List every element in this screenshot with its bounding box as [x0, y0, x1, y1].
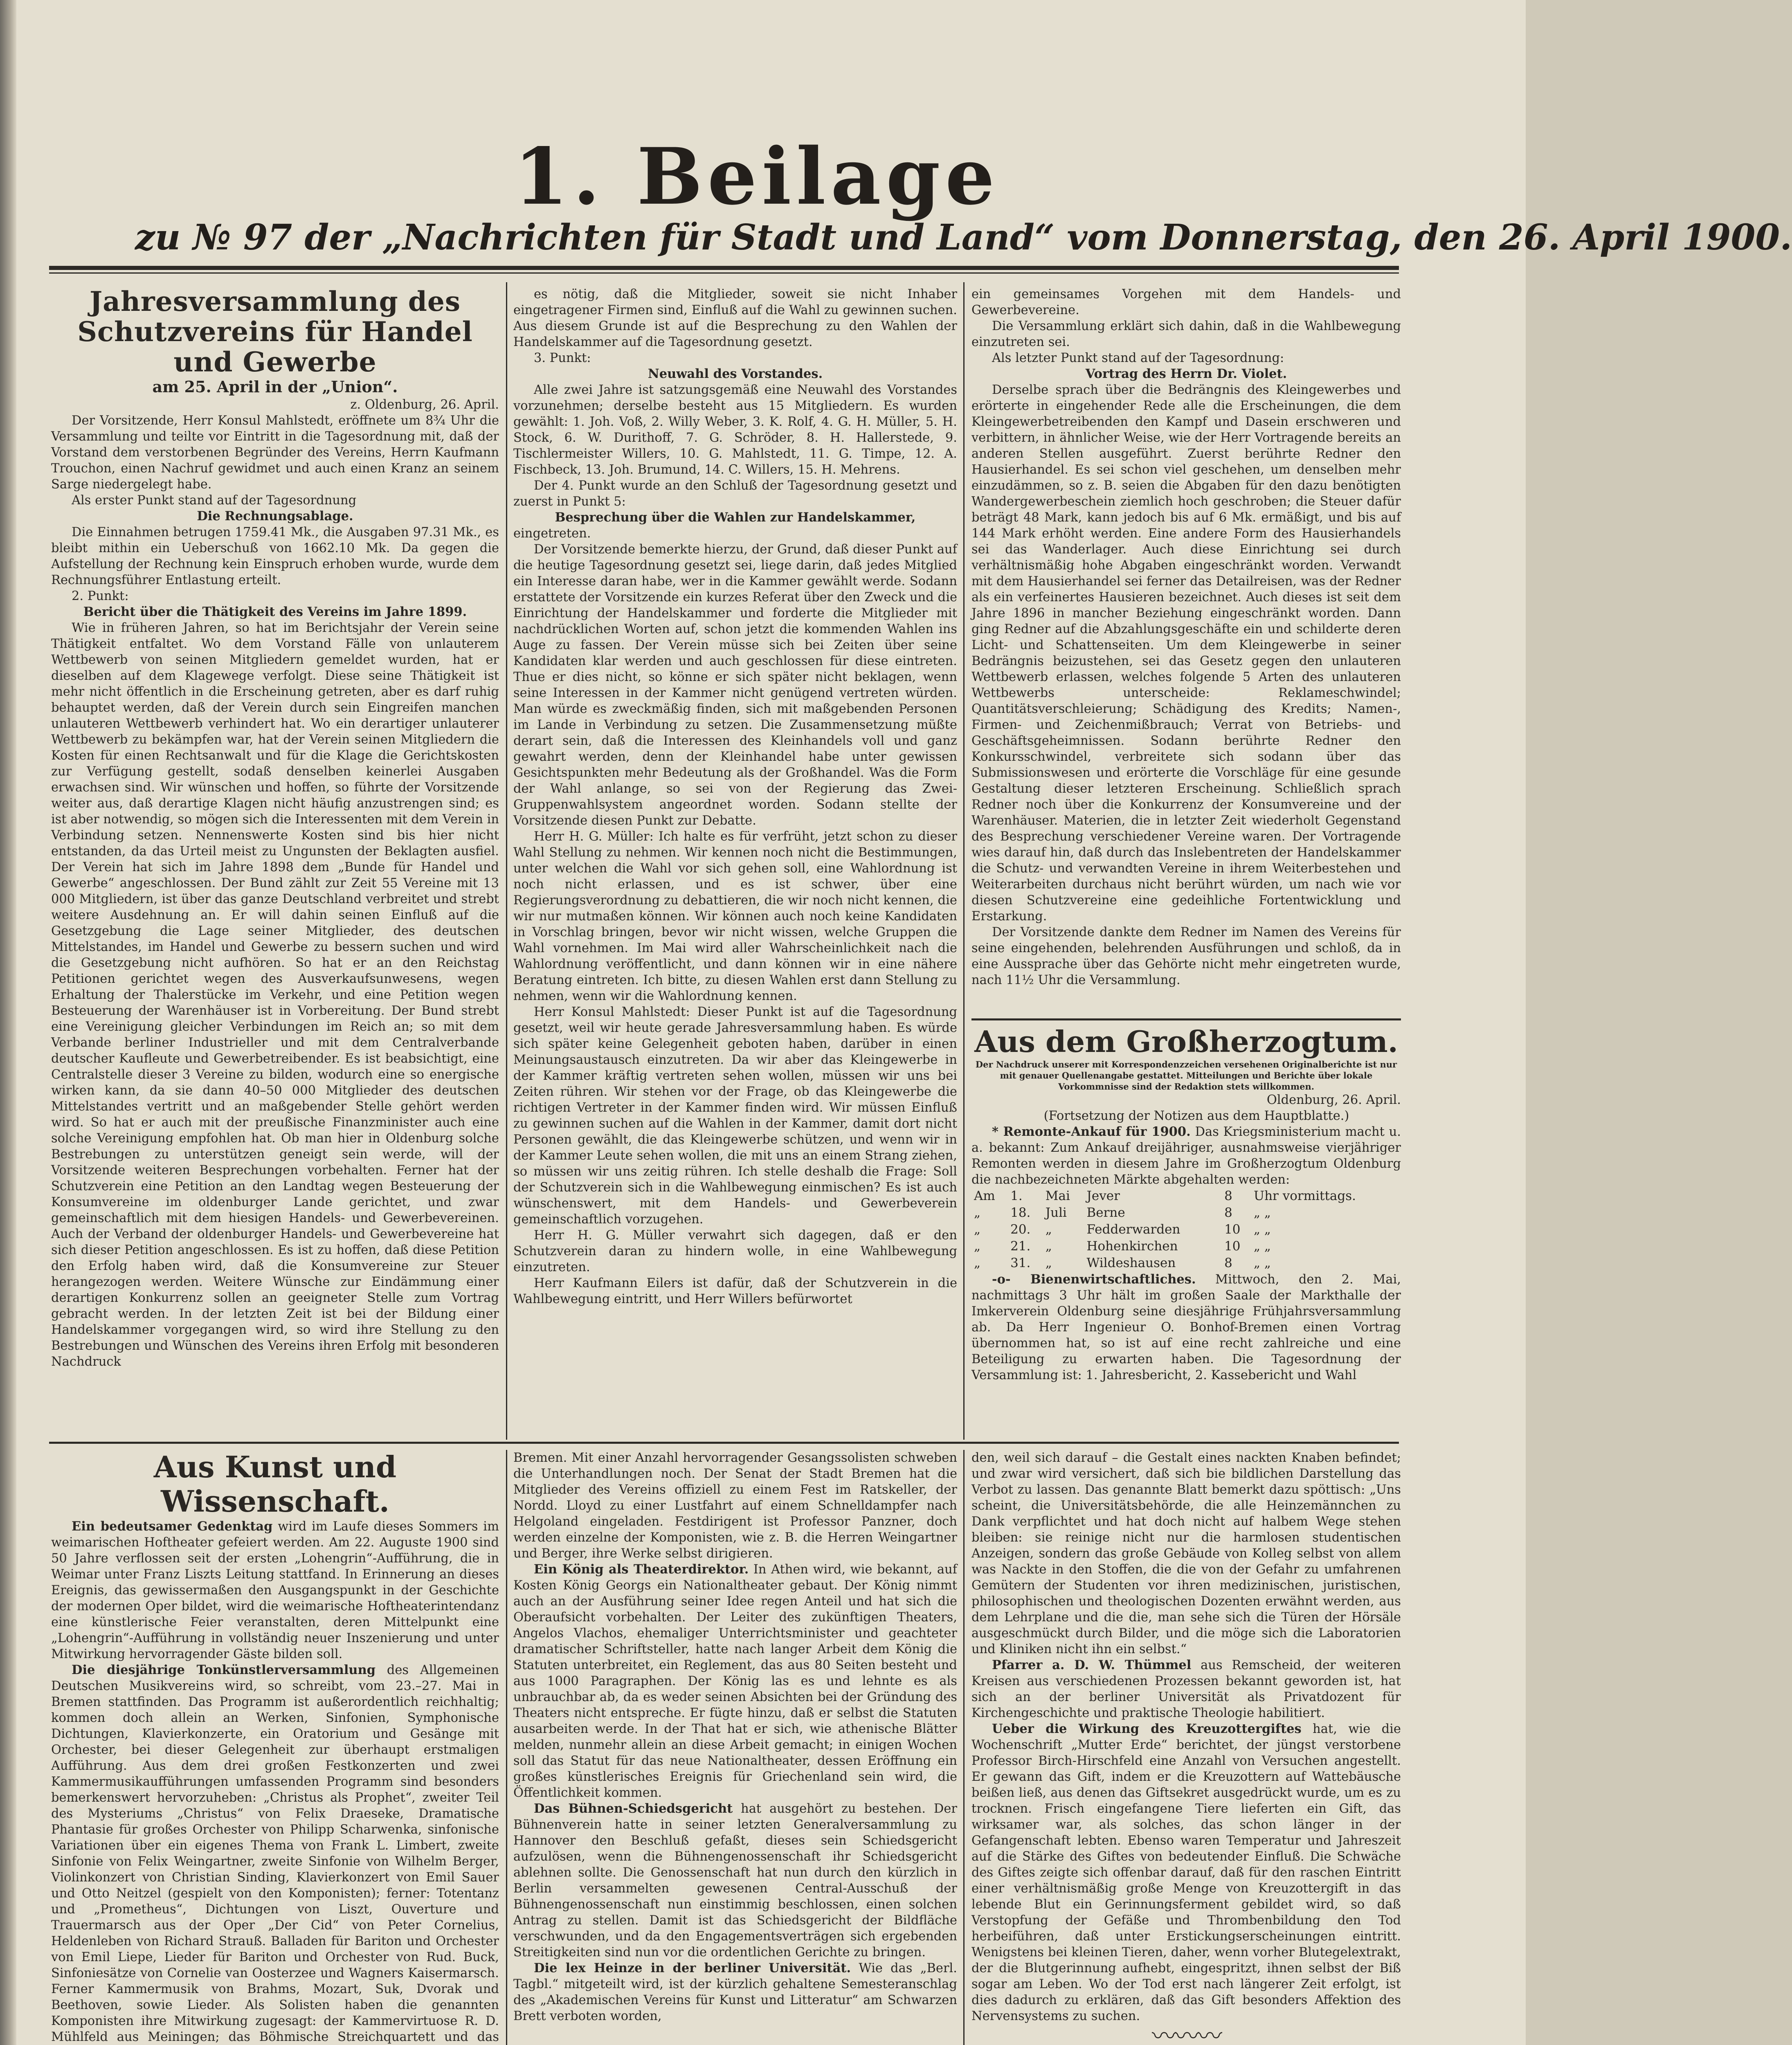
- item-text: hat, wie die Wochenschrift „Mutter Erde“ berichtet, der jüngst verstorbene Professor Birch-Hirschfeld eine Anzahl von Versuchen angestellt. Er gewann das Gift, indem er die Kreuzottern auf Wattebäusche beißen ließ, aus denen das Giftsekret ausgedrückt wurde, um es zu trocknen. Frisch eingefangene Tiere lieferten ein Gift, das wirksamer war, als solches, das schon länger in der Gefangenschaft lebten. Ebenso waren Temperatur und Jahreszeit auf die Stärke des Giftes von bedeutender Einfluß. Die Schwäche des Giftes zeigte sich offenbar darauf, daß für den raschen Eintritt einer verhältnismäßig große Menge von Kreuzottergift in das lebende Blut ein Gerinnungsferment gebildet wird, so daß Verstopfung der Gefäße und Thrombenbildung den Tod herbeiführen, daß unter Erstickungserscheinungen eintritt. Wenigstens bei kleinen Tieren, daher, wenn vorher Blutegelextrakt, der die Blutgerinnung aufhebt, eingespritzt, ihnen selbst der Biß sogar am Leben. Wo der Tod erst nach längerer Zeit erfolgt, ist dies dadurch zu erklären, daß das Gift besonders Affektion des Nervensystems zu suchen.: [971, 1722, 1401, 2023]
- market-place: Jever: [1086, 1189, 1120, 1203]
- market-place: Fedderwarden: [1086, 1222, 1180, 1237]
- paragraph: es nötig, daß die Mitglieder, soweit sie nicht Inhaber eingetragener Firmen sind, Einfluß auf die Wahl zu gewinnen suchen. Aus diesem Grunde ist auf die Besprechung zu den Wahlen der Handelskammer auf die Tagesordnung gesetzt.: [513, 287, 957, 349]
- market-month: Mai: [1045, 1189, 1070, 1203]
- article-subheadline: am 25. April in der „Union“.: [152, 378, 398, 396]
- article-headline: Jahresversammlung des Schutzvereins für Handel und Gewerbe: [77, 285, 473, 378]
- item-text: wird im Laufe dieses Sommers im weimarischen Hoftheater gefeiert werden. Am 22. Auguste 1900 sind 50 Jahre verflossen seit der ersten „Lohengrin“-Aufführung, die in Weimar unter Franz Liszts Leitung stattfand. In Erinnerung an dieses Ereignis, das gewissermaßen den Ausgangspunkt in der Geschichte der modernen Oper bildet, wird die weimarische Hoftheaterintendanz eine künstlerische Feier veranstalten, deren Mittelpunkt eine „Lohengrin“-Aufführung in vollständig neuer Inszenierung und unter Mitwirkung hervorragender Gäste bilden soll.: [51, 1519, 499, 1661]
- section-divider: [971, 1018, 1401, 1020]
- section-headline: Aus Kunst und Wissenschaft.: [153, 1449, 397, 1519]
- market-hour: 8: [1224, 1189, 1232, 1203]
- market-hour: 10: [1224, 1222, 1241, 1237]
- market-row: [971, 1205, 1401, 1221]
- section-heading: Neuwahl des Vorstandes.: [648, 366, 823, 381]
- market-prefix: „: [974, 1205, 981, 1220]
- supplement-subtitle: zu № 97 der „Nachrichten für Stadt und Land“ vom Donnerstag, den 26. April 1900.: [135, 217, 1792, 258]
- paragraph: Die Einnahmen betrugen 1759.41 Mk., die Ausgaben 97.31 Mk., es bleibt mithin ein Ueberschuß von 1662.10 Mk. Da gegen die Aufstellung der Rechnung kein Einspruch erhoben wurde, wurde dem Rechnungsführer Entlastung erteilt.: [51, 525, 499, 587]
- market-month: „: [1045, 1256, 1052, 1270]
- supplement-title: 1. Beilage: [514, 131, 1000, 222]
- continuation-note: (Fortsetzung der Notizen aus dem Hauptblatte.): [1043, 1109, 1349, 1123]
- paragraph: Der Vorsitzende dankte dem Redner im Namen des Vereins für seine eingehenden, belehrenden Ausführungen und schloß, da in eine Aussprache über das Gehörte nicht mehr eingetreten wurde, nach 11½ Uhr die Versammlung.: [971, 925, 1401, 987]
- page-binding-edge: [0, 0, 16, 2045]
- paragraph: Herr Konsul Mahlstedt: Dieser Punkt ist auf die Tagesordnung gesetzt, weil wir heute gerade Jahresversammlung haben. Es würde sich später keine Gelegenheit geboten haben, darüber in einen Meinungsaustausch einzutreten. Da wir aber das Kleingewerbe in der Kammer kräftig vertreten sehen wollen, müssen wir uns bei Zeiten rühren. Wir stehen vor der Frage, ob das Kleingewerbe die richtigen Vertreter in der Kammer finden wird. Wir müssen Einfluß zu gewinnen suchen auf die Wahlen in der Kammer, damit dort nicht Personen gewählt, die das Kleingewerbe schützen, und wenn wir in der Kammer Leute sehen wollen, die mit uns an einem Strang ziehen, so müssen wir uns zeitig rühren. Ich stelle deshalb die Frage: Soll der Schutzverein sich in die Wahlbewegung einmischen? Es ist auch wünschenswert, mit dem Handels- und Gewerbeverein gemeinschaftlich vorzugehen.: [513, 1005, 957, 1227]
- column-2-upper: [513, 286, 957, 1438]
- market-unit: Uhr vormittags.: [1253, 1189, 1356, 1203]
- market-month: Juli: [1045, 1205, 1067, 1220]
- market-hour: 10: [1224, 1239, 1241, 1254]
- paragraph: Als erster Punkt stand auf der Tagesordnung: [72, 493, 357, 508]
- market-hour: 8: [1224, 1256, 1232, 1270]
- section-divider: [49, 1442, 1399, 1444]
- market-row: [971, 1188, 1401, 1205]
- paragraph: [513, 1960, 957, 2024]
- market-row: [971, 1238, 1401, 1255]
- market-place: Hohenkirchen: [1086, 1239, 1178, 1254]
- kunst-column-2: [513, 1450, 957, 2045]
- paragraph: den, weil sich darauf – die Gestalt eines nackten Knaben befindet; und zwar wird versichert, daß sich bie bildlichen Darstellung das Verbot zu lassen. Das genannte Blatt bemerkt dazu spöttisch: „Uns scheint, die Universitätsbehörde, die alle Heinzemännchen zu Dank verpflichtet und hat doch nicht auf halbem Wege stehen bleiben: sie reinige nicht nur die harmlosen studentischen Anzeigen, sondern das große Gebäude von Kolleg selbst von allem was Nackte in den Stoffen, die die von der Gefahr zu umfahrenen Gemütern der Studenten vor ihren medizinischen, juristischen, philosophischen und theologischen Dozenten erwähnt werden, aus dem Lehrplane und die die, man sehe sich die Türen der Hörsäle ausgeschmückt durch Bilder, und die möge sich die Laboratorien und Kliniken nicht ihn ein selbst.“: [971, 1451, 1401, 1656]
- paragraph: Herr H. G. Müller verwahrt sich dagegen, daß er den Schutzverein daran zu hindern wolle, in eine Wahlbewegung einzutreten.: [513, 1228, 957, 1274]
- reprint-notice: Der Nachdruck unserer mit Korrespondenzzeichen versehenen Originalberichte ist nur mit genauer Quellenangabe gestattet. Mitteilungen und Berichte über lokale Vorkommnisse sind der Redaktion stets willkommen.: [975, 1059, 1397, 1092]
- market-row: [971, 1255, 1401, 1272]
- paragraph: [971, 1272, 1401, 1383]
- paragraph: Bremen. Mit einer Anzahl hervorragender Gesangssolisten schweben die Unterhandlungen noch. Der Senat der Stadt Bremen hat die Mitglieder des Vereins offiziell zu einem Fest im Ratskeller, der Nordd. Lloyd zu einer Lustfahrt auf einem Schnelldampfer nach Helgoland eingeladen. Festdirigent ist Professor Panzner, doch werden einzelne der Komponisten, wie z. B. die Herren Weingartner und Berger, ihre Werke selbst dirigieren.: [513, 1451, 957, 1561]
- column-divider: [506, 1450, 507, 2045]
- market-unit: „ „: [1253, 1256, 1271, 1270]
- paragraph: [971, 1124, 1401, 1188]
- column-1-upper: [51, 286, 499, 1438]
- market-unit: „ „: [1253, 1222, 1271, 1237]
- market-day: 1.: [1010, 1189, 1023, 1203]
- paragraph: Herr H. G. Müller: Ich halte es für verfrüht, jetzt schon zu dieser Wahl Stellung zu nehmen. Wir kennen noch nicht die Bestimmungen, unter welchen die Wahl vor sich gehen soll, eine Wahlordnung ist noch nicht erlassen, und es ist schwer, über eine Regierungsverordnung zu debattieren, die wir noch nicht kennen, die wir nur mutmaßen können. Wir können auch noch keine Kandidaten in Vorschlag bringen, bevor wir nicht wissen, welche Gruppen die Wahl vornehmen. Im Mai wird aller Wahrscheinlichkeit nach die Wahlordnung veröffentlicht, und dann können wir in eine nähere Beratung eintreten. Ich bitte, zu diesen Wahlen erst dann Stellung zu nehmen, wenn wir die Wahlordnung kennen.: [513, 829, 957, 1003]
- item-title: Ein König als Theaterdirektor.: [534, 1562, 749, 1577]
- column-3-upper: [971, 286, 1401, 1014]
- kunst-column-1: [51, 1450, 499, 2045]
- grossherzogtum-section: [971, 1025, 1401, 1438]
- paragraph: Der 4. Punkt wurde an den Schluß der Tagesordnung gesetzt und zuerst in Punkt 5:: [513, 479, 957, 509]
- paragraph: [971, 1721, 1401, 2024]
- paragraph: Die Versammlung erklärt sich dahin, daß in die Wahlbewegung einzutreten sei.: [971, 319, 1401, 349]
- market-place: Wildeshausen: [1086, 1256, 1176, 1270]
- market-unit: „ „: [1253, 1239, 1271, 1254]
- paragraph: [51, 1519, 499, 1662]
- item-text: Das Kriegsministerium macht u. a. bekannt: Zum Ankauf dreijähriger, ausnahmsweise vierjähriger Remonten werden in diesem Jahre im Großherzogtum Oldenburg die nachbezeichneten Märkte abgehalten werden:: [971, 1125, 1401, 1187]
- market-prefix: „: [974, 1239, 981, 1254]
- column-divider: [506, 282, 507, 1440]
- paragraph: [513, 1562, 957, 1801]
- market-day: 20.: [1010, 1222, 1031, 1237]
- item-title: Pfarrer a. D. W. Thümmel: [992, 1658, 1192, 1672]
- item-text: In Athen wird, wie bekannt, auf Kosten König Georgs ein Nationaltheater gebaut. Der König nimmt auch an der Ausführung seiner Idee regen Anteil und hat sich die Oberaufsicht vorbehalten. Der Leiter des zukünftigen Theaters, Angelos Vlachos, ehemaliger Unterrichtsminister und geachteter dramatischer Schriftsteller, hatte nach langer Arbeit dem König die Statuten unterbreitet, ein Reglement, das aus 80 Seiten besteht und aus 1000 Paragraphen. Der König las es und lehnte es als unbrauchbar ab, da es weder seinen Absichten bei der Gründung des Theaters nicht entspreche. Er fügte hinzu, daß er selbst die Statuten ausarbeiten werde. In der That hat er sich, wie athenische Blätter melden, nunmehr allein an diese Arbeit gemacht; in einigen Wochen soll das Statut für das neue Nationaltheater, dessen Eröffnung ein großes künstlerisches Ereignis für Griechenland sein wird, die Öffentlichkeit kommen.: [513, 1562, 957, 1800]
- market-day: 18.: [1010, 1205, 1031, 1220]
- paragraph: Der Vorsitzende bemerkte hierzu, der Grund, daß dieser Punkt auf die heutige Tagesordnung gesetzt sei, liege darin, daß jedes Mitglied ein Interesse daran habe, wer in die Kammer gewählt werde. Sodann erstattete der Vorsitzende ein kurzes Referat über den Zweck und die Einrichtung der Handelskammer und forderte die Mitglieder mit nachdrücklichen Worten auf, schon jetzt die kommenden Wahlen ins Auge zu fassen. Der Verein müsse sich bei Zeiten über seine Kandidaten klar werden und auch geschlossen für diese eintreten. Thue er dies nicht, so könne er sich später nicht beklagen, wenn seine Interessen in der Kammer nicht genügend vertreten würden. Man würde es zweckmäßig finden, sich mit maßgebenden Personen im Lande in Verbindung zu setzen. Die Zusammensetzung müßte derart sein, daß die Interessen des Kleinhandels voll und ganz gewahrt werden, denn der Kleinhandel habe unter gewissen Gesichtspunkten mehr Bedeutung als der Großhandel. Was die Form der Wahl anlange, so sei von der Regierung das Zwei-Gruppenwahlsystem angeordnet worden. Sodann stellte der Vorsitzende diesen Punkt zur Debatte.: [513, 542, 957, 828]
- item-text: hat ausgehört zu bestehen. Der Bühnenverein hatte in seiner letzten Generalversammlung zu Hannover den Beschluß gefaßt, dieses sein Schiedsgericht aufzulösen, wenn die Bühnengenossenschaft ihr Schiedsgericht ablehnen sollte. Die Genossenschaft hat nun durch den kürzlich in Berlin versammelten gewesenen Central-Ausschuß der Bühnengenossenschaft nun einstimmig beschlossen, einen solchen Antrag zu stellen. Damit ist das Schiedsgericht der Bildfläche verschwunden, und da den Engagementsverträgen sich ergebenden Streitigkeiten sind nun vor die ordentlichen Gerichte zu bringen.: [513, 1802, 957, 1960]
- market-prefix: „: [974, 1222, 981, 1237]
- market-hour: 8: [1224, 1205, 1232, 1220]
- dateline: Oldenburg, 26. April.: [1266, 1093, 1401, 1107]
- paragraph: Herr Kaufmann Eilers ist dafür, daß der Schutzverein in die Wahlbewegung eintritt, und Herr Willers befürwortet: [513, 1276, 957, 1306]
- item-title: * Remonte-Ankauf für 1900.: [992, 1124, 1191, 1139]
- market-row: [971, 1221, 1401, 1238]
- market-month: „: [1045, 1239, 1052, 1254]
- item-text: Wie das „Berl. Tagbl.“ mitgeteilt wird, ist der kürzlich gehaltene Semesteranschlag des „Akademischen Vereins für Kunst und Litteratur“ am Schwarzen Brett verboten worden,: [513, 1961, 957, 2023]
- item-title: Die diesjährige Tonkünstlerversammlung: [72, 1663, 376, 1677]
- section-heading: Bericht über die Thätigkeit des Vereins im Jahre 1899.: [83, 605, 467, 619]
- item-text: des Allgemeinen Deutschen Musikvereins wird, so schreibt, vom 23.–27. Mai in Bremen stattfinden. Das Programm ist außerordentlich reichhaltig; kommen doch allein an Werken, Sinfonien, Symphonische Dichtungen, Klavierkonzerte, ein Oratorium und Gesänge mit Orchester, bei dieser Gelegenheit zur überhaupt erstmaligen Aufführung. Aus dem drei großen Festkonzerten und zwei Kammermusikaufführungen umfassenden Programm sind besonders bemerkenswert hervorzuheben: „Christus als Prophet“, zweiter Teil des Mysteriums „Christus“ von Felix Draeseke, Dramatische Phantasie für großes Orchester von Philipp Scharwenka, sinfonische Variationen über ein eigenes Thema von Frank L. Limbert, zweite Sinfonie von Felix Weingartner, zweite Sinfonie von Wilhelm Berger, Violinkonzert von Christian Sinding, Klavierkonzert von Emil Sauer und Otto Neitzel (gespielt von den Komponisten); ferner: Totentanz und „Prometheus“, Dichtungen von Liszt, Ouverture und Trauermarsch aus der Oper „Der Cid“ von Peter Cornelius, Heldenleben von Richard Strauß. Balladen für Bariton und Orchester von Emil Liepe, Lieder für Bariton und Orchester von Rud. Buck, Sinfoniesätze von Cornelie van Oosterzee und Wagners Kaisermarsch. Ferner Kammermusik von Brahms, Mozart, Suk, Dvorak und Beethoven, sowie Lieder. Als Solisten haben die genannten Komponisten ihre Mitwirkung zugesagt: der Kammervirtuose R. D. Mühlfeld aus Meiningen; das Böhmische Streichquartett und das: [51, 1663, 499, 2044]
- item-title: Das Bühnen-Schiedsgericht: [534, 1801, 733, 1816]
- paragraph: [971, 1657, 1401, 1721]
- paragraph: [513, 1801, 957, 1960]
- market-table: [971, 1188, 1401, 1272]
- paragraph: Wie in früheren Jahren, so hat im Berichtsjahr der Verein seine Thätigkeit entfaltet. Wo dem Vorstand Fälle von unlauterem Wettbewerb von seinen Mitgliedern gemeldet wurden, hat er dieselben auf dem Klagewege verfolgt. Diese seine Thätigkeit ist mehr nicht öffentlich in die Erscheinung getreten, aber es darf ruhig behauptet werden, daß der Verein durch sein Eingreifen manchen unlauteren Wettbewerb verhindert hat. Wo ein derartiger unlauterer Wettbewerb zu bekämpfen war, hat der Verein seinen Mitgliedern die Kosten für einen Rechtsanwalt und für die Klage die Gerichtskosten zur Verfügung gestellt, sodaß denselben keinerlei Ausgaben erwachsen sind. Wir wünschen und hoffen, so führte der Vorsitzende weiter aus, daß derartige Klagen nicht häufig anzustrengen sind; es ist aber notwendig, so mögen sich die Interessenten mit dem Verein in Verbindung setzen. Nennenswerte Kosten sind bis hier nicht entstanden, da das Urteil meist zu Ungunsten der Beklagten ausfiel. Der Verein hat sich im Jahre 1898 dem „Bunde für Handel und Gewerbe“ angeschlossen. Der Bund zählt zur Zeit 55 Vereine mit 13 000 Mitgliedern, ist über das ganze Deutschland verbreitet und strebt weitere Ausdehnung an. Er will dahin seinen Einfluß auf die Gesetzgebung die Lage seiner Mitglieder, des deutschen Mittelstandes, im Handel und Gewerbe zu bessern suchen und wird die Gesetzgebung nicht aufhören. So hat er an den Reichstag Petitionen gerichtet wegen des Ausverkaufsunwesens, wegen Erhaltung der Thalerstücke im Verkehr, und eine Petition wegen Besteuerung der Warenhäuser ist in Vorbereitung. Der Bund strebt eine Vereinigung gleicher Verbindungen im Reich an; so mit dem Verbande berliner Industrieller und mit dem Centralverbande deutscher Kaufleute und Gewerbetreibender. Es ist beabsichtigt, eine Centralstelle dieser 3 Vereine zu bilden, wodurch eine so energische wirken kann, da sie dann 40–50 000 Mitglieder des deutschen Mittelstandes vertritt und an maßgebender Stelle gehört werden wird. So hat er auch mit der preußische Finanzminister auch eine solche Vereinigung empfohlen hat. Ob man hier in Oldenburg solche Bestrebungen zu unterstützen geneigt sein werde, will der Vorsitzende weiteren Besprechungen vorbehalten. Ferner hat der Schutzverein eine Petition an den Landtag wegen Besteuerung der Konsumvereine im oldenburger Lande gerichtet, und zwar gemeinschaftlich mit dem hiesigen Handels- und Gewerbevereinen. Auch der Verband der oldenburger Handels- und Gewerbevereine hat sich dieser Petition angeschlossen. Es ist zu hoffen, daß diese Petition den Erfolg haben wird, daß die Konsumvereine zur Steuer herangezogen werden. Weitere Wünsche zur Eindämmung einer derartigen Konkurrenz sollen an geeigneter Stelle zum Vortrag gebracht werden. In der letzten Zeit ist bei der Bildung einer Handelskammer vorgegangen wird, so wird ihre Stellung zu den Bestrebungen und Wünschen des Vereins ihren Erfolg mit besonderen Nachdruck: [51, 621, 499, 1369]
- item-title: Die lex Heinze in der berliner Universität.: [534, 1961, 851, 1975]
- masthead-rule: [49, 266, 1399, 270]
- paragraph: Alle zwei Jahre ist satzungsgemäß eine Neuwahl des Vorstandes vorzunehmen; derselbe besteht aus 15 Mitgliedern. Es wurden gewählt: 1. Joh. Voß, 2. Willy Weber, 3. K. Rolf, 4. G. H. Müller, 5. H. Stock, 6. W. Durithoff, 7. G. Schröder, 8. H. Hallerstede, 9. Tischlermeister Willers, 10. G. Mahlstedt, 11. G. Timpe, 12. A. Fischbeck, 13. Joh. Brumund, 14. C. Willers, 15. H. Mehrens.: [513, 383, 957, 477]
- kunst-column-3: [971, 1450, 1401, 2045]
- section-heading: Besprechung über die Wahlen zur Handelskammer,: [555, 510, 916, 525]
- column-divider: [963, 282, 965, 1440]
- market-place: Berne: [1086, 1205, 1125, 1220]
- paragraph: [51, 1662, 499, 2045]
- section-heading: Vortrag des Herrn Dr. Violet.: [1085, 366, 1287, 381]
- masthead-rule-thin: [49, 272, 1399, 274]
- dateline: z. Oldenburg, 26. April.: [350, 398, 499, 412]
- paragraph: ein gemeinsames Vorgehen mit dem Handels- und Gewerbevereine.: [971, 287, 1401, 317]
- section-heading: Die Rechnungsablage.: [197, 509, 353, 524]
- paragraph: 2. Punkt:: [72, 589, 129, 603]
- market-unit: „ „: [1253, 1205, 1271, 1220]
- market-prefix: „: [974, 1256, 981, 1270]
- item-text: aus Remscheid, der weiteren Kreisen aus verschiedenen Prozessen bekannt geworden ist, hat sich an der berliner Universität als Privatdozent für Kirchengeschichte und praktische Theologie habilitiert.: [971, 1658, 1401, 1720]
- item-title: -o- Bienenwirtschaftliches.: [992, 1272, 1196, 1287]
- paragraph: Der Vorsitzende, Herr Konsul Mahlstedt, eröffnete um 8¾ Uhr die Versammlung und teilte vor Eintritt in die Tagesordnung mit, daß der Vorstand dem verstorbenen Begründer des Vereins, Herrn Kaufmann Trouchon, einen Nachruf gewidmet und auch einen Kranz an seinem Sarge niedergelegt habe.: [51, 413, 499, 492]
- paragraph: eingetreten.: [513, 526, 591, 541]
- market-day: 31.: [1010, 1256, 1031, 1270]
- paragraph: Als letzter Punkt stand auf der Tagesordnung:: [992, 351, 1284, 365]
- item-text: Mittwoch, den 2. Mai, nachmittags 3 Uhr hält im großen Saale der Markthalle der Imkerverein Oldenburg seine diesjährige Frühjahrsversammlung ab. Da Herr Ingenieur O. Bonhof-Bremen einen Vortrag übernommen hat, so ist auf eine recht zahlreiche und eine Beteiligung zu erwarten haben. Die Tagesordnung der Versammlung ist: 1. Jahresbericht, 2. Kassebericht und Wahl: [971, 1272, 1401, 1382]
- paragraph: 3. Punkt:: [534, 351, 591, 365]
- market-prefix: Am: [974, 1189, 995, 1203]
- item-title: Ein bedeutsamer Gedenktag: [72, 1519, 273, 1534]
- market-month: „: [1045, 1222, 1052, 1237]
- paragraph: Derselbe sprach über die Bedrängnis des Kleingewerbes und erörterte in eingehender Rede alle die Erscheinungen, die dem Kleingewerbetreibenden den Kampf und Dasein erschweren und verbittern, in ähnlicher Weise, wie der Herr Vortragende bereits an anderen Stellen ausgeführt. Zuerst berührte Redner den Hausierhandel. Es sei schon viel geschehen, um denselben mehr einzudämmen, so z. B. seien die Abgaben für den dazu benötigten Wandergewerbeschein ziemlich hoch geschroben; die Steuer dafür beträgt 48 Mark, kann jedoch bis auf 6 Mk. ermäßigt, und bis auf 144 Mark erhöht werden. Eine andere Form des Hausierhandels sei das Wanderlager. Auch diese Einrichtung sei durch verhältnismäßig hohe Abgaben eingeschränkt worden. Verwandt mit dem Hausierhandel sei ferner das Detailreisen, was der Redner als ein verfeinertes Hausieren bezeichnet. Auch dieses ist seit dem Jahre 1896 in mancher Beziehung eingeschränkt worden. Dann ging Redner auf die Abzahlungsgeschäfte ein und schilderte deren Licht- und Schattenseiten. Um dem Kleingewerbe in seiner Bedrängnis beizustehen, sei das Gesetz gegen den unlauteren Wettbewerb erlassen, welches folgende 5 Arten des unlauteren Wettbewerbs unterscheide: Reklameschwindel; Quantitätsverschleierung; Schädigung des Kredits; Namen-, Firmen- und Zeichenmißbrauch; Verrat von Betriebs- und Geschäftsgeheimnissen. Sodann berührte Redner den Konkursschwindel, verbreitete sich sodann über das Submissionswesen und erörterte die Vorschläge für eine gesunde Gestaltung dieser letzteren Erscheinung. Schließlich sprach Redner noch über die Konkurrenz der Konsumvereine und der Warenhäuser. Materien, die in letzter Zeit wiederholt Gegenstand des Besprechung verschiedener Vereine waren. Der Vortragende wies darauf hin, daß durch das Inslebentreten der Handelskammer die Schutz- und verwandten Vereine in ihrem Weiterbestehen und Weiterarbeiten durchaus nicht berührt würden, um nach wie vor diesen Schutzvereine eine gedeihliche Fortentwicklung und Erstarkung.: [971, 383, 1401, 924]
- column-divider: [963, 1450, 965, 2045]
- section-headline: Aus dem Großherzogtum.: [974, 1024, 1398, 1059]
- market-day: 21.: [1010, 1239, 1031, 1254]
- item-title: Ueber die Wirkung des Kreuzottergiftes: [992, 1721, 1302, 1736]
- end-ornament: 〰〰〰: [1152, 2022, 1221, 2045]
